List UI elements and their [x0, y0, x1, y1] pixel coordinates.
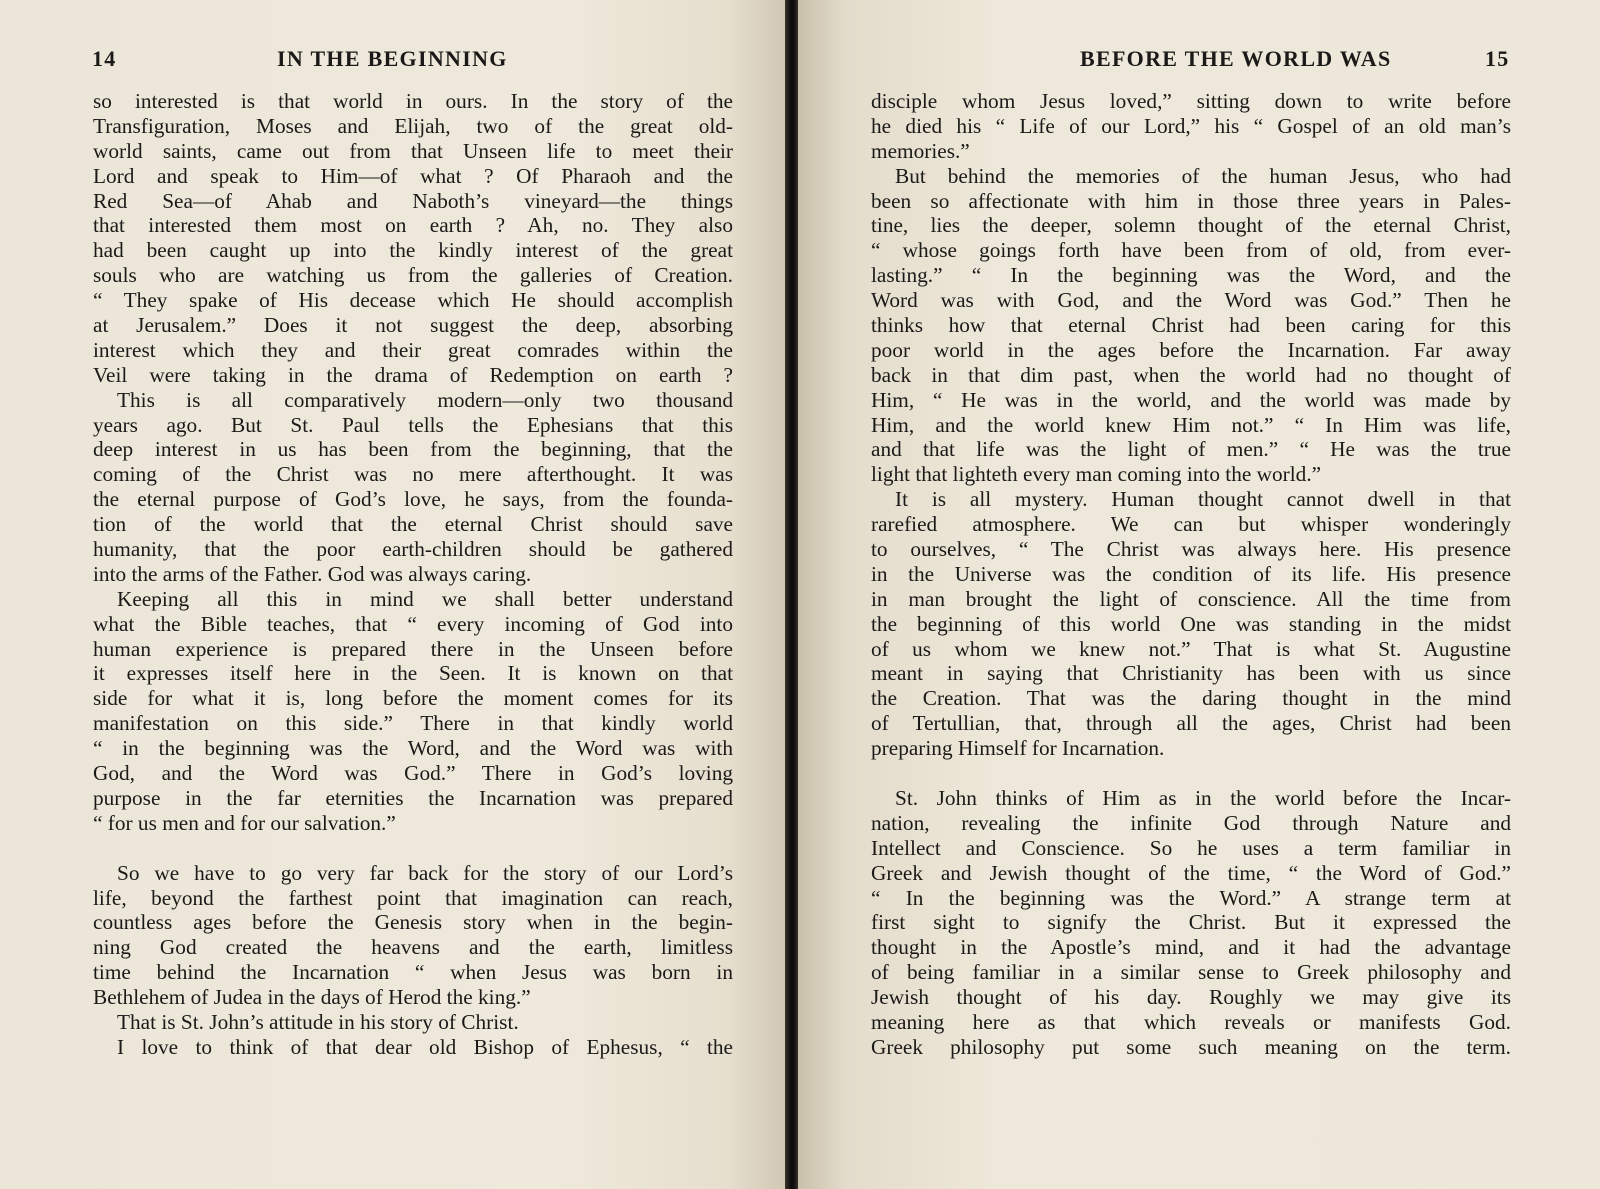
text-line: and that life was the light of men.” “ He was the true [871, 437, 1511, 462]
text-line: the beginning of this world One was standing in the midst [871, 611, 1511, 636]
text-line: Red Sea—of Ahab and Naboth’s vineyard—the things [93, 188, 733, 213]
text-line: “ whose goings forth have been from of old, from ever- [871, 238, 1511, 263]
text-line: “ for us men and for our salvation.” [93, 810, 396, 835]
text-line: tion of the world that the eternal Christ should save [93, 512, 733, 537]
text-line: But behind the memories of the human Jesus, who had [895, 163, 1511, 188]
text-line: Greek and Jewish thought of the time, “ the Word of God.” [871, 860, 1511, 885]
left-body-text [93, 89, 733, 1060]
text-line: meaning here as that which reveals or manifests God. [871, 1009, 1511, 1034]
text-line: Jewish thought of his day. Roughly we may give its [871, 985, 1511, 1010]
text-line: Intellect and Conscience. So he uses a term familiar in [871, 835, 1511, 860]
text-line: humanity, that the poor earth-children should be gathered [93, 537, 733, 562]
text-line: so interested is that world in ours. In the story of the [93, 89, 733, 113]
section-break [871, 761, 1511, 786]
text-line: human experience is prepared there in the Unseen before [93, 636, 733, 661]
text-line: thinks how that eternal Christ had been caring for this [871, 313, 1511, 338]
text-line: nation, revealing the infinite God through Nature and [871, 810, 1511, 835]
text-line: God, and the Word was God.” There in God’s loving [93, 761, 733, 786]
right-page [798, 0, 1600, 1189]
right-page-number: 15 [1485, 46, 1510, 71]
text-line: This is all comparatively modern—only two thousand [117, 387, 733, 412]
text-line: countless ages before the Genesis story when in the begin- [93, 910, 733, 935]
text-line: Veil were taking in the drama of Redemption on earth ? [93, 362, 733, 387]
text-line: the eternal purpose of God’s love, he says, from the founda- [93, 487, 733, 512]
text-line: Bethlehem of Judea in the days of Herod the king.” [93, 985, 531, 1010]
text-line: world saints, came out from that Unseen life to meet their [93, 138, 733, 163]
text-line: what the Bible teaches, that “ every incoming of God into [93, 611, 733, 636]
text-line: St. John thinks of Him as in the world before the Incar- [895, 785, 1511, 810]
text-line: Word was with God, and the Word was God.” Then he [871, 288, 1511, 313]
book-gutter [785, 0, 799, 1189]
text-line: back in that dim past, when the world had no thought of [871, 362, 1511, 387]
text-line: Keeping all this in mind we shall better understand [117, 586, 733, 611]
text-line: into the arms of the Father. God was always caring. [93, 561, 532, 586]
text-line: “ They spake of His decease which He should accomplish [93, 288, 733, 313]
text-line: “ in the beginning was the Word, and the Word was with [93, 736, 733, 761]
text-line: That is St. John’s attitude in his story of Christ. [117, 1009, 519, 1034]
text-line: ning God created the heavens and the earth, limitless [93, 935, 733, 960]
text-line: thought in the Apostle’s mind, and it had the advantage [871, 935, 1511, 960]
text-line: manifestation on this side.” There in that kindly world [93, 711, 733, 736]
text-line: in man brought the light of conscience. All the time from [871, 586, 1511, 611]
text-line: Transfiguration, Moses and Elijah, two of the great old- [93, 113, 733, 138]
text-line: time behind the Incarnation “ when Jesus was born in [93, 960, 733, 985]
right-running-head [870, 46, 1510, 74]
right-running-title: BEFORE THE WORLD WAS [1080, 46, 1392, 71]
text-line: in the Universe was the condition of its life. His presence [871, 561, 1511, 586]
left-running-head [92, 46, 732, 74]
text-line: of Tertullian, that, through all the ages, Christ had been [871, 711, 1511, 736]
text-line: Him, “ He was in the world, and the world was made by [871, 387, 1511, 412]
text-line: I love to think of that dear old Bishop of Ephesus, “ the [117, 1034, 733, 1059]
text-line: purpose in the far eternities the Incarnation was prepared [93, 785, 733, 810]
text-line: life, beyond the farthest point that imagination can reach, [93, 885, 733, 910]
text-line: to ourselves, “ The Christ was always here. His presence [871, 537, 1511, 562]
text-line: Lord and speak to Him—of what ? Of Pharaoh and the [93, 163, 733, 188]
text-line: disciple whom Jesus loved,” sitting down to write before [871, 89, 1511, 113]
text-line: lasting.” “ In the beginning was the Word, and the [871, 263, 1511, 288]
text-line: it expresses itself here in the Seen. It is known on that [93, 661, 733, 686]
text-line: Him, and the world knew Him not.” “ In Him was life, [871, 412, 1511, 437]
text-line: Greek philosophy put some such meaning on the term. [871, 1034, 1511, 1059]
right-body-text [871, 89, 1511, 1060]
text-line: had been caught up into the kindly interest of the great [93, 238, 733, 263]
left-page [0, 0, 790, 1189]
text-line: been so affectionate with him in those three years in Pales- [871, 188, 1511, 213]
section-break [93, 836, 733, 861]
text-line: at Jerusalem.” Does it not suggest the deep, absorbing [93, 313, 733, 338]
text-line: of us whom we knew not.” That is what St. Augustine [871, 636, 1511, 661]
text-line: meant in saying that Christianity has been with us since [871, 661, 1511, 686]
text-line: So we have to go very far back for the story of our Lord’s [117, 860, 733, 885]
text-line: that interested them most on earth ? Ah, no. They also [93, 213, 733, 238]
text-line: poor world in the ages before the Incarnation. Far away [871, 337, 1511, 362]
text-line: interest which they and their great comrades within the [93, 337, 733, 362]
text-line: he died his “ Life of our Lord,” his “ Gospel of an old man’s [871, 113, 1511, 138]
text-line: rarefied atmosphere. We can but whisper wonderingly [871, 512, 1511, 537]
left-page-number: 14 [92, 46, 117, 71]
text-line: preparing Himself for Incarnation. [871, 736, 1165, 761]
left-running-title: IN THE BEGINNING [277, 46, 508, 71]
text-line: of being familiar in a similar sense to Greek philosophy and [871, 960, 1511, 985]
text-line: souls who are watching us from the galleries of Creation. [93, 263, 733, 288]
text-line: It is all mystery. Human thought cannot dwell in that [895, 487, 1511, 512]
text-line: tine, lies the deeper, solemn thought of the eternal Christ, [871, 213, 1511, 238]
text-line: memories.” [871, 138, 970, 163]
text-line: deep interest in us has been from the beginning, that the [93, 437, 733, 462]
text-line: “ In the beginning was the Word.” A strange term at [871, 885, 1511, 910]
text-line: light that lighteth every man coming into the world.” [871, 462, 1322, 487]
text-line: the Creation. That was the daring thought in the mind [871, 686, 1511, 711]
text-line: side for what it is, long before the moment comes for its [93, 686, 733, 711]
text-line: coming of the Christ was no mere afterthought. It was [93, 462, 733, 487]
text-line: first sight to signify the Christ. But it expressed the [871, 910, 1511, 935]
text-line: years ago. But St. Paul tells the Ephesians that this [93, 412, 733, 437]
